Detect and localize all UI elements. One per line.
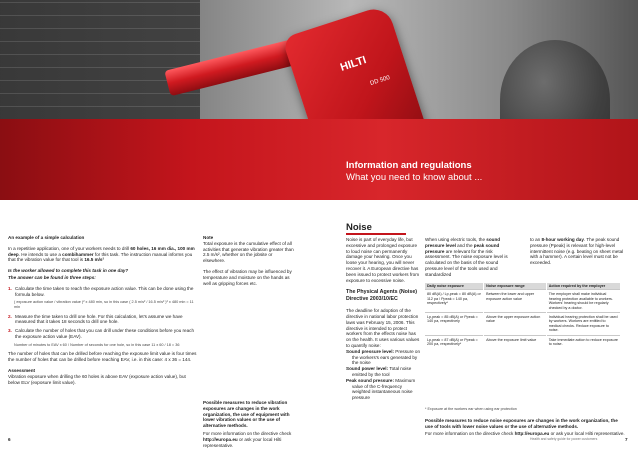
noise-measures-text: Possible measures to reduce noise exposures are changes in the work organization, the use of tools with lower noise values or the use of alternative methods. [425,418,618,429]
note-column [203,235,295,291]
table-row [425,335,621,348]
table-cell: 80 dB(A) / Lp,peak = 80 dB(A) or 112 pa / Ppeak = 140 pa, respectively* [425,290,484,313]
noise-column-3 [530,237,625,271]
noise-title: Noise [346,222,372,233]
table-cell: The employer shall make individual hearing protection available to workers. Workers' hearing should be regularly checked by a doctor. [546,290,620,313]
table-cell: Lp,peak = 85 dB(A) or Ppeak = 140 pa, respectively [425,313,484,336]
assessment-text: Vibration exposure when drilling the 60 holes is above EAV (exposure action value), but below ELV (exposure limit value). [8,373,186,385]
table-cell: Lp,peak = 87 dB(A) or Ppeak = 200 pa, respectively* [425,335,484,348]
formula-1: ( exposure action value / vibration value )² x 480 min, so in this case ( 2.5 m/s² / 16.5 m/s² )² x 480 min = 11 min [14,300,194,309]
calc-intro: In a repetitive application, one of your workers needs to drill 60 holes, 16 mm dia., 100 mm deep. He intends to use a combihammer for this task. The instruction manual informs you that the vibration value for that tool is 16.5 m/s² [8,245,195,263]
europa-link[interactable]: http://europa.eu [514,430,550,436]
footer-text: Health and safety guide for power customers [530,437,598,441]
red-banner [0,119,638,200]
table-header-cell: Daily noise exposure [425,283,484,290]
page-number-left: 6 [8,437,11,442]
table-cell: Above the exposure limit value [484,335,547,348]
table-cell: Individual hearing protection shall be used by workers. Workers are entitled to medical checks. Reduce exposure to noise. [546,313,620,336]
directive-heading: The Physical Agents (Noise) Directive 2003/10/EC [346,289,418,302]
noise-intro: Noise is part of everyday life, but excessive and prolonged exposure to loud noise can permanently damage your hearing. Once you loose your hearing, you will never recover it. A European directive has been issued to protect workers from exposure to excessive noise. [346,237,420,283]
calc-step-2: 2. Measure the time taken to drill one hole. For this calculation, let's assume we have measured that it takes 18 seconds to drill one hole. [8,313,183,325]
assessment-heading: Assessment [8,367,36,373]
calc-question: Is the worker allowed to complete this task in one day? [8,268,129,274]
calc-step-1: 1. Calculate the time taken to reach the exposure action value. This can be done using the formula below. [8,285,194,297]
europa-link[interactable]: http://europa.eu [203,436,238,442]
table-cell: Between the lower and upper exposure action value [484,290,547,313]
formula-3: Number of minutes to EAV x 60 / Number of seconds for one hole, so in this case 11 x 60 / 18 = 36 [14,342,180,347]
note-text: Total exposure is the cumulative effect of all activities that generate vibration greater than 2.5 m/s², whether on the jobsite or elsewhere. [203,240,294,264]
noise-more-info: For more information on the directive check http://europa.eu or ask your local Hilti representative. [425,430,625,436]
term-sound-power: Sound power level: Total noise emitted by the tool [346,366,412,377]
vibration-measures-text: Possible measures to reduce vibration exposures are changes in the work organization, the use of equipment with lower vibration values or the use of alternative methods. [203,400,290,429]
noise-title-rule [346,233,406,235]
noise-risk-text: When using electric tools, the sound pressure level and the peak sound pressure are relevant for the risk assessment. The noise exposure level is calculated on the basis of the sound pressure level of the tools used and standardized [425,237,508,277]
hilti-logo: HILTI [338,54,368,74]
vibration-measures [203,400,295,453]
calc-heading: An example of a simple calculation [8,235,85,240]
term-sound-pressure: Sound pressure level: Pressure on the workers's ears generated by the noise [346,348,421,366]
concrete-wall [0,0,200,119]
table-row [425,313,621,336]
directive-text: The deadline for adoption of the directive in national labor protection laws was February 15, 2006. This directive is intended to protect workers from the effects noise has on the health. It uses various values to quantify noise: [346,308,420,348]
hero-title: Information and regulations [346,160,472,171]
hero-subtitle: What you need to know about ... [346,172,483,183]
note-heading: Note [203,235,214,240]
drill-model-label: DD 500 [369,75,391,87]
noise-exposure-table [425,283,621,348]
noise-column-2 [425,237,517,283]
table-header-cell: Noise exposure range [484,283,547,290]
table-row [425,290,621,313]
calc-step-3: 3. Calculate the number of holes that you can drill under these conditions before you reach the exposure action value (EAV). [8,328,195,339]
page-number-right: 7 [625,437,628,442]
calculation-column [8,235,198,390]
hero-image [0,0,638,200]
calc-answer-lead: The answer can be found in three steps: [8,274,96,280]
vibration-more-info: For more information on the directive check http://europa.eu or ask your local Hilti representative. [203,430,292,448]
table-cell: Above the upper exposure action value [484,313,547,336]
noise-peak-text: to an 8-hour working day. The peak sound pressure (Ppeak) is relevant for high-level intermittent noise (e.g. beating on sheet metal with a hammer). A certain level must not be exceeded. [530,237,624,266]
term-peak-pressure: Peak sound pressure: Maximum value of the C-frequency weighted instantaneous noise pressure [346,377,416,401]
noise-column-1 [346,237,421,401]
table-header-cell: Action required by the employer [546,283,620,290]
note-text-2: The effect of vibration may be influenced by temperature and moisture on the hands as well as gripping forces etc. [203,268,292,286]
table-cell: Take immediate action to reduce exposure to noise. [546,335,620,348]
table-header-row [425,283,621,290]
calc-result: The number of holes that can be drilled before reaching the exposure limit value is four times the number of holes that can be drilled before reaching EAV, i.e. in this case: 4 x 36 = 144. [8,351,197,363]
table-footnote: * Exposure at the workers ear when using ear protection [425,407,517,411]
